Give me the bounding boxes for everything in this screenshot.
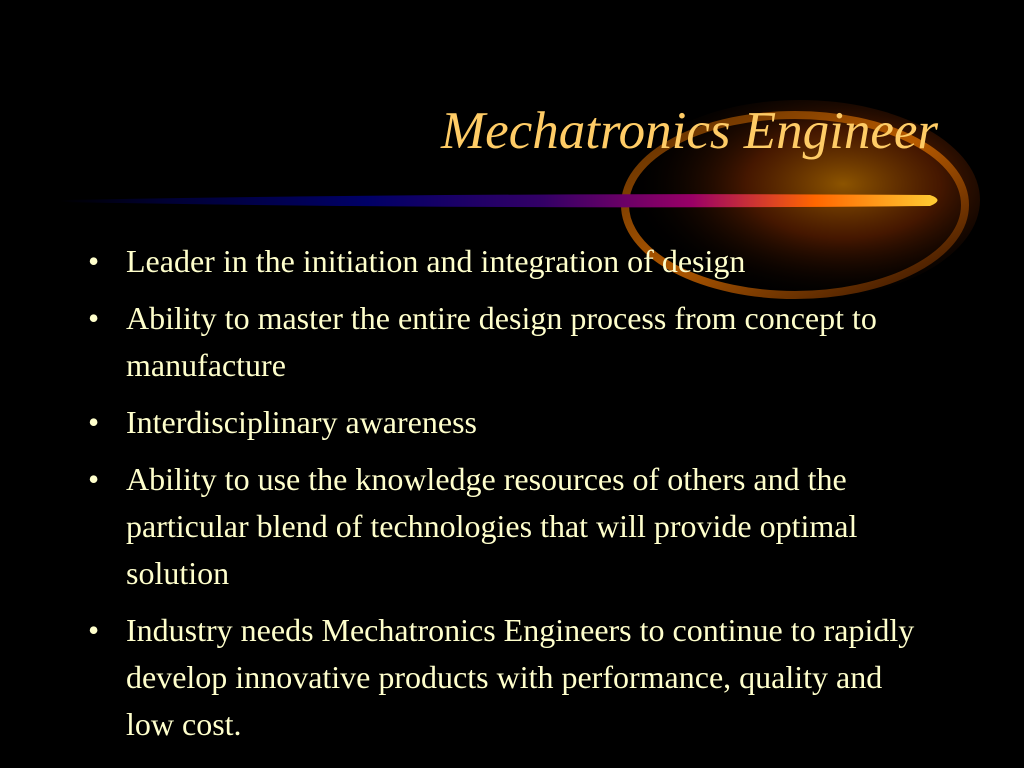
bullet-marker: • — [88, 300, 100, 336]
bullet-item — [88, 456, 918, 597]
swoosh-streak — [60, 194, 938, 207]
bullet-item — [88, 607, 918, 748]
bullet-text: Ability to use the knowledge resources of others and the particular blend of technologies that will provide optimal solution — [126, 461, 858, 591]
bullet-marker: • — [88, 404, 100, 440]
bullet-marker: • — [88, 612, 100, 648]
bullet-text: Industry needs Mechatronics Engineers to continue to rapidly develop innovative products with performance, quality and low cost. — [126, 612, 915, 742]
bullet-marker: • — [88, 243, 100, 279]
bullet-marker: • — [88, 461, 100, 497]
bullet-text: Interdisciplinary awareness — [126, 404, 477, 440]
bullet-item — [88, 295, 918, 389]
bullet-text: Ability to master the entire design process from concept to manufacture — [126, 300, 877, 383]
bullet-list — [88, 238, 918, 758]
bullet-text: Leader in the initiation and integration of design — [126, 243, 746, 279]
bullet-item — [88, 238, 918, 285]
bullet-item — [88, 399, 918, 446]
slide-title: Mechatronics Engineer — [441, 102, 938, 160]
